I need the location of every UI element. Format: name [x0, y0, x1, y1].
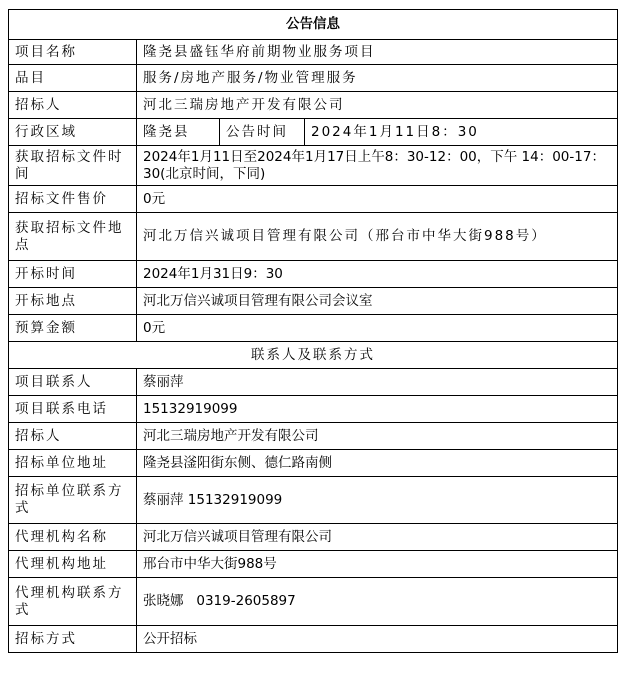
agency-contact-label: 代理机构联系方式 [9, 578, 137, 626]
category-value: 服务/房地产服务/物业管理服务 [137, 65, 618, 92]
doc-price-label: 招标文件售价 [9, 186, 137, 213]
method-value: 公开招标 [137, 626, 618, 653]
budget-label: 预算金额 [9, 315, 137, 342]
tenderer-address-label: 招标单位地址 [9, 450, 137, 477]
tenderer-label: 招标人 [9, 92, 137, 119]
row-budget [9, 315, 618, 342]
title-row [9, 10, 618, 40]
agency-address-label: 代理机构地址 [9, 551, 137, 578]
agency-contact-value: 张晓娜 0319-2605897 [137, 578, 618, 626]
project-contact-label: 项目联系人 [9, 369, 137, 396]
region-label: 行政区域 [9, 119, 137, 146]
row-tenderer-contact [9, 477, 618, 524]
obtain-place-label: 获取招标文件地点 [9, 213, 137, 261]
row-open-place [9, 288, 618, 315]
obtain-time-value: 2024年1月11日至2024年1月17日上午8：30-12：00，下午 14：00-17：30(北京时间，下同) [137, 146, 618, 186]
row-project-contact [9, 369, 618, 396]
row-agency-address [9, 551, 618, 578]
announce-time-value: 2024年1月11日8：30 [305, 119, 618, 146]
agency-name-value: 河北万信兴诚项目管理有限公司 [137, 524, 618, 551]
budget-value: 0元 [137, 315, 618, 342]
row-project-name [9, 40, 618, 65]
contact-tenderer-value: 河北三瑞房地产开发有限公司 [137, 423, 618, 450]
open-time-label: 开标时间 [9, 261, 137, 288]
row-open-time [9, 261, 618, 288]
row-obtain-time [9, 146, 618, 186]
open-time-value: 2024年1月31日9：30 [137, 261, 618, 288]
project-name-label: 项目名称 [9, 40, 137, 65]
project-name-value: 隆尧县盛钰华府前期物业服务项目 [137, 40, 618, 65]
open-place-value: 河北万信兴诚项目管理有限公司会议室 [137, 288, 618, 315]
row-obtain-place [9, 213, 618, 261]
row-doc-price [9, 186, 618, 213]
project-phone-label: 项目联系电话 [9, 396, 137, 423]
obtain-place-value: 河北万信兴诚项目管理有限公司（邢台市中华大街988号） [137, 213, 618, 261]
row-method [9, 626, 618, 653]
row-agency-name [9, 524, 618, 551]
doc-price-value: 0元 [137, 186, 618, 213]
contact-section-row [9, 342, 618, 369]
contact-tenderer-label: 招标人 [9, 423, 137, 450]
announce-time-label: 公告时间 [220, 119, 305, 146]
project-phone-value: 15132919099 [137, 396, 618, 423]
project-contact-value: 蔡丽萍 [137, 369, 618, 396]
open-place-label: 开标地点 [9, 288, 137, 315]
tenderer-contact-label: 招标单位联系方式 [9, 477, 137, 524]
row-contact-tenderer [9, 423, 618, 450]
row-project-phone [9, 396, 618, 423]
row-category [9, 65, 618, 92]
method-label: 招标方式 [9, 626, 137, 653]
tenderer-contact-value: 蔡丽萍 15132919099 [137, 477, 618, 524]
obtain-time-label: 获取招标文件时间 [9, 146, 137, 186]
category-label: 品目 [9, 65, 137, 92]
tenderer-value: 河北三瑞房地产开发有限公司 [137, 92, 618, 119]
agency-name-label: 代理机构名称 [9, 524, 137, 551]
row-tenderer-address [9, 450, 618, 477]
row-agency-contact [9, 578, 618, 626]
contact-section-title: 联系人及联系方式 [9, 342, 618, 369]
agency-address-value: 邢台市中华大街988号 [137, 551, 618, 578]
notice-title: 公告信息 [9, 10, 618, 40]
region-value: 隆尧县 [137, 119, 220, 146]
notice-table [8, 9, 618, 653]
tenderer-address-value: 隆尧县滏阳街东侧、德仁路南侧 [137, 450, 618, 477]
row-tenderer [9, 92, 618, 119]
row-region [9, 119, 618, 146]
